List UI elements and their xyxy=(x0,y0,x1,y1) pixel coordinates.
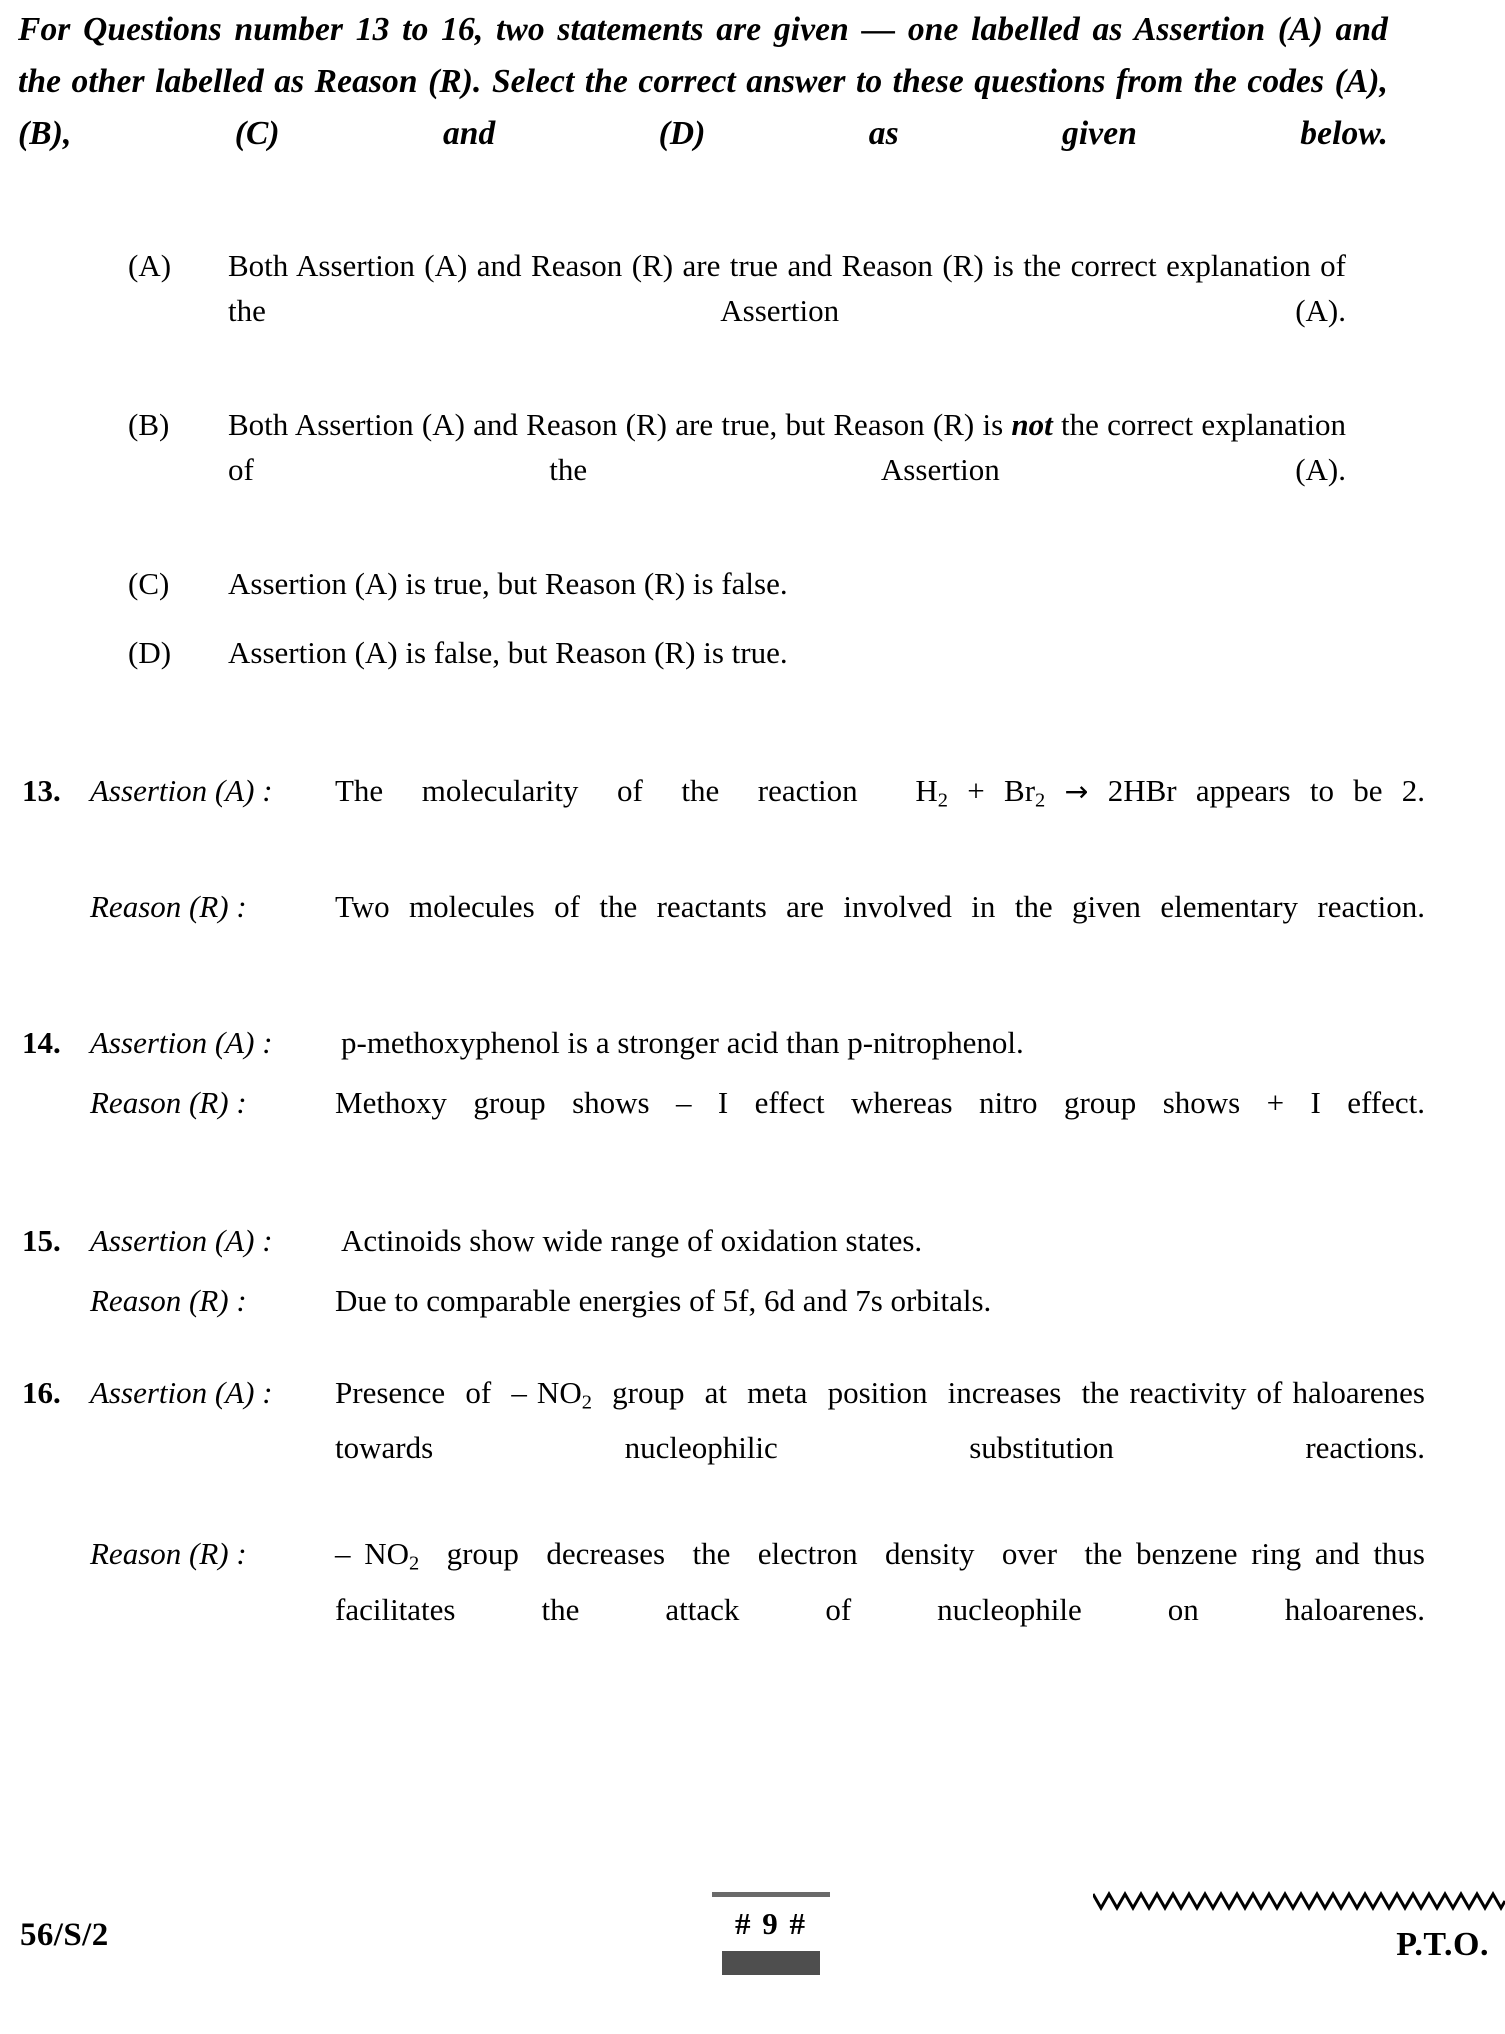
list-item xyxy=(0,402,1420,537)
zigzag-decoration-icon xyxy=(1093,1886,1505,1916)
question-14-reason-row xyxy=(0,1080,1505,1172)
option-label-b: (B) xyxy=(128,407,170,442)
question-15-assertion-text: Actinoids show wide range of oxidation states. xyxy=(341,1222,923,1258)
question-13-number: 13. xyxy=(22,773,61,808)
option-text-b xyxy=(228,402,1420,537)
option-text-b-before: Both Assertion (A) and Reason (R) are true, but Reason (R) is xyxy=(228,407,1012,442)
question-16-assertion-text: Presence of – $NO_2$ group at meta position increases the reactivity of haloarenes towards nucleophilic substitution reactions. xyxy=(335,1374,1426,1466)
question-15-number: 15. xyxy=(22,1222,61,1258)
question-16-assertion-tag: Assertion (A) : xyxy=(90,1374,273,1410)
question-14-assertion-row xyxy=(0,1020,1505,1066)
option-text-b-after: the correct explanation of the Assertion (A). xyxy=(228,407,1346,487)
page-footer xyxy=(0,1884,1505,2034)
list-item xyxy=(0,561,1420,606)
list-item xyxy=(0,243,1420,378)
question-13-assertion-row xyxy=(0,768,1505,870)
option-text-b-emphasis: not xyxy=(1011,407,1053,442)
answer-codes-list xyxy=(0,243,1420,699)
question-15-assertion-row xyxy=(0,1218,1505,1264)
list-item xyxy=(0,630,1420,675)
question-16-reason-text: – $NO_2$ group decreases the electron density over the benzene ring and thus facilitates the attack of nucleophile on haloarenes. xyxy=(335,1536,1425,1628)
question-14-number: 14. xyxy=(22,1024,61,1060)
option-text-a: Both Assertion (A) and Reason (R) are true and Reason (R) is the correct explanation of the Assertion (A). xyxy=(228,248,1346,328)
question-14-assertion-text: p-methoxyphenol is a stronger acid than p-nitrophenol. xyxy=(341,1024,1024,1060)
question-15-assertion-tag: Assertion (A) : xyxy=(90,1222,273,1258)
option-text-c: Assertion (A) is true, but Reason (R) is false. xyxy=(228,566,788,601)
page-marker xyxy=(712,1892,830,1975)
question-16-number: 16. xyxy=(22,1374,61,1410)
questions-list xyxy=(0,768,1505,1679)
question-13-assertion-tag: Assertion (A) : xyxy=(90,773,273,808)
page-number: # 9 # xyxy=(735,1906,807,1941)
question-15-reason-tag: Reason (R) : xyxy=(90,1282,247,1318)
question-16 xyxy=(0,1370,1505,1679)
question-16-assertion-row xyxy=(0,1370,1505,1518)
question-15-reason-text: Due to comparable energies of 5f, 6d and 7s orbitals. xyxy=(335,1282,992,1318)
question-13-reason-tag: Reason (R) : xyxy=(90,888,247,924)
question-13-reason-row xyxy=(0,884,1505,976)
turn-over-label: P.T.O. xyxy=(1396,1926,1489,1963)
option-label-d: (D) xyxy=(128,635,172,670)
paper-code: 56/S/2 xyxy=(20,1917,109,1953)
question-13 xyxy=(0,768,1505,976)
option-text-d: Assertion (A) is false, but Reason (R) is true. xyxy=(228,635,788,670)
question-13-reason-text: Two molecules of the reactants are involved in the given elementary reaction. xyxy=(335,888,1425,924)
question-14 xyxy=(0,1020,1505,1172)
page-marker-bar xyxy=(722,1951,820,1975)
question-13-assertion-text: The molecularity of the reaction $H_2 + Br_2 \to 2HBr$ appears to be 2. xyxy=(335,773,1425,812)
page-marker-rule xyxy=(712,1892,830,1897)
question-16-reason-row xyxy=(0,1531,1505,1679)
option-label-a: (A) xyxy=(128,248,172,283)
question-15 xyxy=(0,1218,1505,1324)
instructions-paragraph: For Questions number 13 to 16, two statements are given — one labelled as Assertion (A) and the other labelled as Reason (R). Select the correct answer to these questions from the codes (A), (B), (C) and (D) as given below. xyxy=(18,11,1388,152)
question-14-reason-text: Methoxy group shows – I effect whereas nitro group shows + I effect. xyxy=(335,1084,1425,1120)
question-14-assertion-tag: Assertion (A) : xyxy=(90,1024,273,1060)
question-16-reason-tag: Reason (R) : xyxy=(90,1536,247,1572)
question-15-reason-row xyxy=(0,1278,1505,1324)
option-label-c: (C) xyxy=(128,566,170,601)
question-14-reason-tag: Reason (R) : xyxy=(90,1084,247,1120)
